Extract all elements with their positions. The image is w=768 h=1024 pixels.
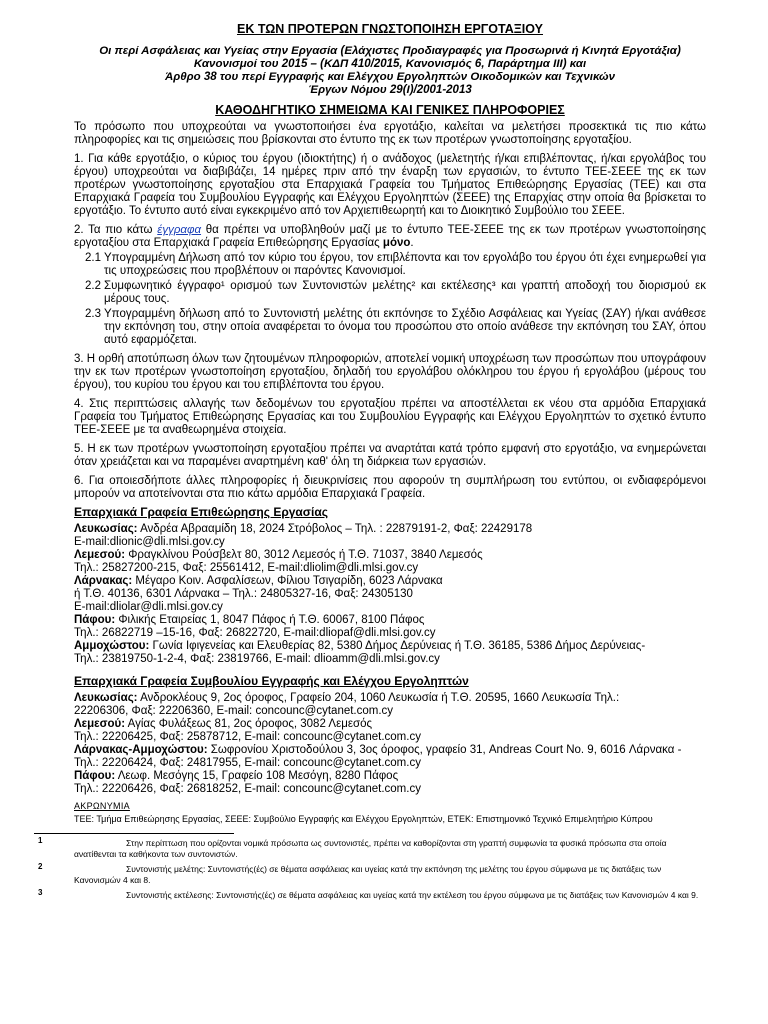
address-line xyxy=(74,783,706,796)
address-line xyxy=(74,562,706,575)
document-title: ΕΚ ΤΩΝ ΠΡΟΤΕΡΩΝ ΓΝΩΣΤΟΠΟΙΗΣΗ ΕΡΓΟΤΑΞΙΟΥ xyxy=(236,22,543,36)
address-line xyxy=(74,601,706,614)
address-text: Μέγαρο Κοιν. Ασφαλίσεων, Φίλιου Τσιγαρίδη, 6023 Λάρνακα xyxy=(132,575,443,587)
subtitle-line: Κανονισμοί του 2015 – (ΚΔΠ 410/2015, Κανονισμός 6, Παράρτημα ΙΙΙ) και xyxy=(193,58,587,70)
address-line xyxy=(74,627,706,640)
address-text: Σωφρονίου Χριστοδούλου 3, 3ος όροφος, γραφείο 31, Andreas Court No. 9, 6016 Λάρνακα - xyxy=(207,744,682,756)
footnote-divider xyxy=(34,833,234,834)
intro-paragraph: Το πρόσωπο που υποχρεούται να γνωστοποιήσει ένα εργοτάξιο, καλείται να μελετήσει προσεκτικά τις πιο κάτω πληροφορίες και τις σημειώσεις που βρίσκονται στο έντυπο της εκ των προτέρων γνωστοποίησης εργοταξίου. xyxy=(74,121,706,146)
address-label: Λευκωσίας: xyxy=(74,523,138,535)
address-line xyxy=(74,640,706,653)
paragraph-6: 6. Για οποιεσδήποτε άλλες πληροφορίες ή διευκρινίσεις που αφορούν τη συμπλήρωση του εντύπου, οι ενδιαφερόμενοι μπορούν να αποτείνονται στα πιο κάτω αρμόδια Επαρχιακά Γραφεία. xyxy=(74,475,706,500)
address-text: ή Τ.Θ. 40136, 6301 Λάρνακα – Τηλ.: 24805327-16, Φαξ: 24305130 xyxy=(74,588,413,600)
address-text: Τηλ.: 23819750-1-2-4, Φαξ: 23819766, E-mail: dlioamm@dli.mlsi.gov.cy xyxy=(74,653,440,665)
labour-inspection-offices xyxy=(74,523,706,666)
list-item xyxy=(74,280,706,306)
address-line xyxy=(74,731,706,744)
address-line xyxy=(74,757,706,770)
subtitle-line: Έργων Νόμου 29(Ι)/2001-2013 xyxy=(308,84,472,96)
footnote-mark: 1 xyxy=(38,836,43,845)
list-item xyxy=(74,308,706,347)
subtitle-line: Άρθρο 38 του περί Εγγραφής και Ελέγχου Εργοληπτών Οικοδομικών και Τεχνικών xyxy=(164,71,616,83)
footnote xyxy=(38,862,706,886)
address-line xyxy=(74,536,706,549)
address-text: Τηλ.: 22206425, Φαξ: 25878712, E-mail: concounc@cytanet.com.cy xyxy=(74,731,421,743)
address-text: Τηλ.: 22206424, Φαξ: 24817955, E-mail: concounc@cytanet.com.cy xyxy=(74,757,421,769)
address-line xyxy=(74,718,706,731)
footnote-text: Συντονιστής μελέτης: Συντονιστής(ές) σε θέματα ασφάλειας και υγείας κατά την εκπόνηση της μελέτης του έργου σύμφωνα με τις διατάξεις των Κανονισμών 4 και 8. xyxy=(74,864,662,885)
footnote-mark: 2 xyxy=(38,862,43,871)
footnote-text: Στην περίπτωση που ορίζονται νομικά πρόσωπα ως συντονιστές, πρέπει να καθορίζονται στη γραπτή συμφωνία τα φυσικά πρόσωπα στα οποία ανατίθενται τα καθήκοντα των συντονιστών. xyxy=(74,838,667,859)
address-text: 22206306, Φαξ: 22206360, E-mail: concounc@cytanet.com.cy xyxy=(74,705,394,717)
address-text: Φραγκλίνου Ρούσβελτ 80, 3012 Λεμεσός ή Τ.Θ. 71037, 3840 Λεμεσός xyxy=(125,549,483,561)
list-item-number: 2.3 xyxy=(85,308,101,320)
paragraph-2 xyxy=(74,224,706,250)
address-line xyxy=(74,575,706,588)
acronyms-text: ΤΕΕ: Τμήμα Επιθεώρησης Εργασίας, ΣΕΕΕ: Συμβούλιο Εγγραφής και Ελέγχου Εργοληπτών, ΕΤΕΚ: Επιστημονικό Τεχνικό Επιμελητήριο Κύπρου xyxy=(74,814,653,824)
footnote xyxy=(38,836,706,860)
address-text: Γωνία Ιφιγενείας και Ελευθερίας 82, 5380 Δήμος Δερύνειας ή Τ.Θ. 36185, 5386 Δήμος Δερύνειας- xyxy=(149,640,646,652)
address-label: Λευκωσίας: xyxy=(74,692,138,704)
footnote-text: Συντονιστής εκτέλεσης: Συντονιστής(ές) σε θέματα ασφάλειας και υγείας κατά την εκτέλεση του έργου σύμφωνα με τις διατάξεις των Κανονισμών 4 και 9. xyxy=(126,890,699,900)
list-item-text: Υπογραμμένη Δήλωση από τον κύριο του έργου, τον επιβλέποντα και τον εργολάβο του έργου ότι έχει ενημερωθεί για τις υποχρεώσεις που προβλέπουν οι παρόντες Κανονισμοί. xyxy=(104,252,706,277)
address-text: Αγίας Φυλάξεως 81, 2ος όροφος, 3082 Λεμεσός xyxy=(125,718,373,730)
address-label: Πάφου: xyxy=(74,614,116,626)
paragraph-2-start: 2. Τα πιο κάτω xyxy=(74,224,158,236)
paragraph-3: 3. Η ορθή αποτύπωση όλων των ζητουμένων πληροφοριών, αποτελεί νομική υποχρέωση των προσώπων που υπογράφουν την εκ των προτέρων γνωστοποίηση εργοταξίου, δηλαδή του εργολάβου ολόκληρου του έργου ή εργολάβου (μέρους του έργου), του κυρίου του έργου και του επιβλέποντα του έργου. xyxy=(74,353,706,391)
address-label: Αμμοχώστου: xyxy=(74,640,150,652)
address-line xyxy=(74,588,706,601)
address-line xyxy=(74,614,706,627)
address-text: Ανδρέα Αβρααμίδη 18, 2024 Στρόβολος – Τηλ. : 22879191-2, Φαξ: 22429178 xyxy=(137,523,533,535)
list-item-number: 2.2 xyxy=(85,280,101,292)
legal-subtitle xyxy=(74,45,706,97)
address-line xyxy=(74,770,706,783)
paragraph-5: 5. Η εκ των προτέρων γνωστοποίηση εργοταξίου πρέπει να αναρτάται κατά τρόπο εμφανή στο εργοτάξιο, να ενημερώνεται όταν χρειάζεται και να παραμένει αναρτημένη καθ' όλη τη διάρκεια των εργασιών. xyxy=(74,443,706,468)
paragraph-4: 4. Στις περιπτώσεις αλλαγής των δεδομένων του εργοταξίου πρέπει να αποστέλλεται εκ νέου στα αρμόδια Επαρχιακά Γραφεία του Τμήματος Επιθεώρησης Εργασίας και του Συμβουλίου Εγγραφής και Ελέγχου Εργοληπτών το σχετικό έντυπο ΤΕΕ-ΣΕΕΕ με τα αναθεωρημένα στοιχεία. xyxy=(74,398,706,436)
address-text: E-mail:dliolar@dli.mlsi.gov.cy xyxy=(74,601,223,613)
address-text: Τηλ.: 22206426, Φαξ: 26818252, E-mail: concounc@cytanet.com.cy xyxy=(74,783,421,795)
address-line xyxy=(74,705,706,718)
footnote-mark: 3 xyxy=(38,888,43,897)
address-label: Λεμεσού: xyxy=(74,718,126,730)
list-item-text: Συμφωνητικό έγγραφο¹ ορισμού των Συντονιστών μελέτης² και εκτέλεσης³ και γραπτή αποδοχή του διορισμού εκ μέρους τους. xyxy=(104,280,706,305)
address-line xyxy=(74,744,706,757)
address-line xyxy=(74,549,706,562)
address-text: Φιλικής Εταιρείας 1, 8047 Πάφος ή Τ.Θ. 60067, 8100 Πάφος xyxy=(115,614,425,626)
footnote xyxy=(38,888,706,901)
paragraph-1: 1. Για κάθε εργοτάξιο, ο κύριος του έργου (ιδιοκτήτης) ή ο ανάδοχος (μελετητής ή/και επιβλέποντας, ή/και εργολάβος του έργου) υποχρεούται να διαβιβάζει, 14 ημέρες πριν από την έναρξη των εργασιών, το έντυπο ΤΕΕ-ΣΕΕΕ της εκ των προτέρων γνωστοποίησης εργοταξίου στα Επαρχιακά Γραφεία του Τμήματος Επιθεώρησης Εργασίας (ΤΕΕ) και στα Επαρχιακά Γραφεία του Συμβουλίου Εγγραφής και Ελέγχου Εργοληπτών (ΣΕΕΕ) της Επαρχίας στην οποία θα βρίσκεται το εργοτάξιο. Το έντυπο αυτό είναι εγκεκριμένο από τον Αρχιεπιθεωρητή και το Διοικητικό Συμβούλιο του ΣΕΕΕ. xyxy=(74,153,706,217)
paragraph-2-middle: θα πρέπει να υποβληθούν μαζί με το έντυπο ΤΕΕ-ΣΕΕΕ της εκ των προτέρων γνωστοποίησης εργοταξίου στα Επαρχιακά Γραφεία Επιθεώρησης Εργασίας xyxy=(74,224,706,249)
required-documents-list xyxy=(74,252,706,347)
address-label: Λάρνακας-Αμμοχώστου: xyxy=(74,744,208,756)
address-line xyxy=(74,523,706,536)
list-item-text: Υπογραμμένη δήλωση από το Συντονιστή μελέτης ότι εκπόνησε το Σχέδιο Ασφάλειας και Υγείας (ΣΑΥ) ή/και ανάθεσε την εκπόνηση του, στην οποία αναφέρεται το όνομα του προσώπου στο οποίο ανάθεσε την εκπόνηση του ΣΑΥ, όπου αυτό εφαρμόζεται. xyxy=(104,308,706,346)
contractors-council-offices xyxy=(74,692,706,796)
section-title: ΚΑΘΟΔΗΓΗΤΙΚΟ ΣΗΜΕΙΩΜΑ ΚΑΙ ΓΕΝΙΚΕΣ ΠΛΗΡΟΦΟΡΙΕΣ xyxy=(215,103,565,117)
document-page xyxy=(38,22,706,901)
documents-link[interactable]: έγγραφα xyxy=(157,224,202,236)
paragraph-2-end: . xyxy=(410,237,414,249)
address-text: Λεωφ. Μεσόγης 15, Γραφείο 108 Μεσόγη, 8280 Πάφος xyxy=(115,770,399,782)
address-text: E-mail:dlionic@dli.mlsi.gov.cy xyxy=(74,536,225,548)
address-label: Λεμεσού: xyxy=(74,549,126,561)
address-line xyxy=(74,692,706,705)
address-text: Ανδροκλέους 9, 2ος όροφος, Γραφείο 204, 1060 Λευκωσία ή Τ.Θ. 20595, 1660 Λευκωσία Τηλ.: xyxy=(137,692,620,704)
address-text: Τηλ.: 25827200-215, Φαξ: 25561412, E-mail:dliolim@dli.mlsi.gov.cy xyxy=(74,562,419,574)
acronyms-heading: ΑΚΡΩΝΥΜΙΑ xyxy=(74,801,130,811)
address-label: Λάρνακας: xyxy=(74,575,133,587)
footnotes xyxy=(38,836,706,901)
address-line xyxy=(74,653,706,666)
address-label: Πάφου: xyxy=(74,770,116,782)
list-item xyxy=(74,252,706,278)
address-text: Τηλ.: 26822719 –15-16, Φαξ: 26822720, E-mail:dliopaf@dli.mlsi.gov.cy xyxy=(74,627,436,639)
subtitle-line: Οι περί Ασφάλειας και Υγείας στην Εργασία (Ελάχιστες Προδιαγραφές για Προσωρινά ή Κινητά Εργοτάξια) xyxy=(99,45,681,57)
paragraph-2-emphasis: μόνο xyxy=(382,237,411,249)
contractors-council-offices-heading: Επαρχιακά Γραφεία Συμβουλίου Εγγραφής και Ελέγχου Εργοληπτών xyxy=(74,674,469,688)
labour-inspection-offices-heading: Επαρχιακά Γραφεία Επιθεώρησης Εργασίας xyxy=(74,505,328,519)
list-item-number: 2.1 xyxy=(85,252,101,264)
